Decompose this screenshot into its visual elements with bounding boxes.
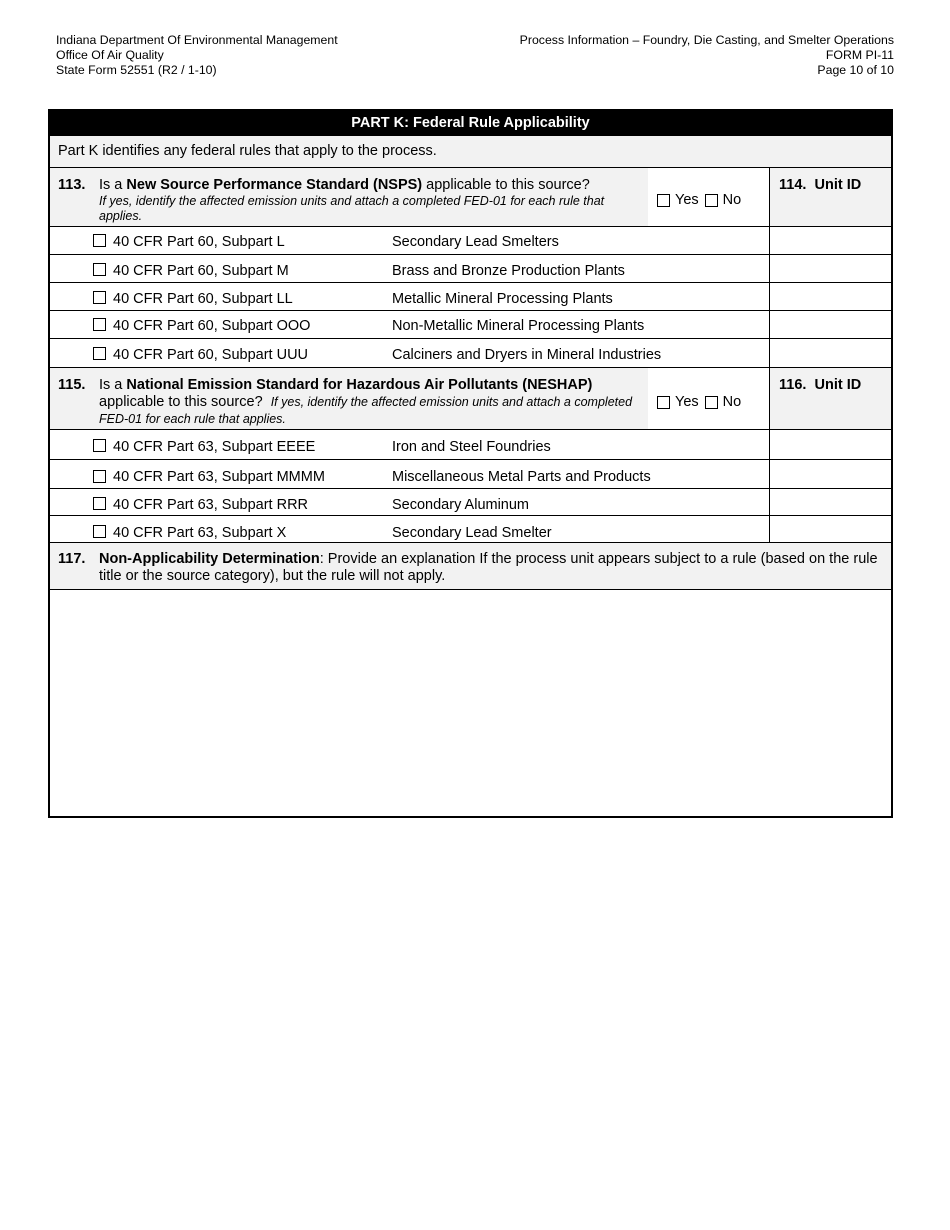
rule-row bbox=[50, 339, 891, 368]
rule-checkbox[interactable] bbox=[93, 497, 106, 510]
page-number: Page 10 of 10 bbox=[817, 63, 894, 77]
unit-id-field[interactable] bbox=[769, 339, 891, 367]
rule-row bbox=[50, 430, 891, 460]
question-instruction: If yes, identify the affected emission units and attach a completed FED-01 for each rule that applies. bbox=[99, 395, 633, 426]
rule-row bbox=[50, 489, 891, 516]
rule-checkbox[interactable] bbox=[93, 234, 106, 247]
question-text: Is a National Emission Standard for Hazardous Air Pollutants (NESHAP) applicable to this source? If yes, identify the affected emission units and attach a completed FED-01 for each rule that applies. bbox=[99, 377, 633, 426]
rule-code: 40 CFR Part 63, Subpart MMMM bbox=[113, 469, 325, 485]
rule-checkbox[interactable] bbox=[93, 439, 106, 452]
rule-description: Secondary Lead Smelters bbox=[392, 234, 559, 250]
unit-id-header: 116. Unit ID bbox=[769, 368, 891, 429]
rule-description: Calciners and Dryers in Mineral Industries bbox=[392, 347, 662, 363]
part-k-form bbox=[48, 109, 893, 818]
rule-description: Miscellaneous Metal Parts and Products bbox=[392, 469, 651, 485]
part-title: PART K: Federal Rule Applicability bbox=[50, 111, 891, 136]
rule-row bbox=[50, 516, 891, 543]
question-113 bbox=[50, 168, 891, 227]
rule-description: Secondary Aluminum bbox=[392, 497, 530, 513]
rule-code: 40 CFR Part 63, Subpart X bbox=[113, 525, 287, 541]
form-id: FORM PI-11 bbox=[825, 48, 894, 62]
rule-description: Metallic Mineral Processing Plants bbox=[392, 291, 613, 307]
rule-code: 40 CFR Part 60, Subpart M bbox=[113, 263, 289, 279]
form-header-left bbox=[56, 33, 338, 78]
rule-code: 40 CFR Part 63, Subpart RRR bbox=[113, 497, 309, 513]
yes-checkbox[interactable] bbox=[657, 396, 670, 409]
rule-row bbox=[50, 227, 891, 255]
unit-id-field[interactable] bbox=[769, 283, 891, 310]
rule-description: Non-Metallic Mineral Processing Plants bbox=[392, 318, 645, 334]
no-label: No bbox=[722, 192, 742, 208]
rule-checkbox[interactable] bbox=[93, 347, 106, 360]
question-117 bbox=[50, 543, 891, 590]
rule-checkbox[interactable] bbox=[93, 470, 106, 483]
form-title: Process Information – Foundry, Die Casting, and Smelter Operations bbox=[519, 33, 894, 47]
neshap-term: National Emission Standard for Hazardous Air Pollutants (NESHAP) bbox=[126, 377, 593, 393]
question-instruction: If yes, identify the affected emission units and attach a completed FED-01 for each rule that applies. bbox=[99, 194, 605, 223]
unit-id-field[interactable] bbox=[769, 311, 891, 338]
non-applicability-term: Non-Applicability Determination bbox=[99, 551, 320, 567]
office-name: Office Of Air Quality bbox=[56, 48, 164, 62]
question-number: 115. bbox=[58, 377, 86, 393]
question-number: 113. bbox=[58, 177, 86, 193]
unit-id-field[interactable] bbox=[769, 460, 891, 488]
agency-name: Indiana Department Of Environmental Management bbox=[56, 33, 338, 47]
no-checkbox[interactable] bbox=[705, 396, 718, 409]
state-form-number: State Form 52551 (R2 / 1-10) bbox=[56, 63, 217, 77]
question-text: Non-Applicability Determination: Provide an explanation If the process unit appears subject to a rule (based on the rule title or the source category), but the rule will not apply. bbox=[99, 551, 878, 584]
rule-code: 40 CFR Part 60, Subpart L bbox=[113, 234, 285, 250]
explanation-textarea[interactable] bbox=[50, 590, 891, 816]
form-header-right bbox=[520, 33, 894, 78]
yes-label: Yes bbox=[675, 192, 699, 208]
question-number: 117. bbox=[58, 551, 86, 567]
rule-description: Iron and Steel Foundries bbox=[392, 439, 551, 455]
rule-code: 40 CFR Part 60, Subpart OOO bbox=[113, 318, 311, 334]
rule-code: 40 CFR Part 63, Subpart EEEE bbox=[113, 439, 316, 455]
part-intro: Part K identifies any federal rules that apply to the process. bbox=[50, 136, 891, 168]
no-label: No bbox=[722, 394, 742, 410]
question-115 bbox=[50, 368, 891, 430]
rule-checkbox[interactable] bbox=[93, 318, 106, 331]
rule-code: 40 CFR Part 60, Subpart LL bbox=[113, 291, 293, 307]
rule-description: Brass and Bronze Production Plants bbox=[392, 263, 625, 279]
unit-id-field[interactable] bbox=[769, 430, 891, 459]
rule-checkbox[interactable] bbox=[93, 263, 106, 276]
nsps-term: New Source Performance Standard (NSPS) bbox=[126, 177, 423, 193]
rule-row bbox=[50, 255, 891, 283]
unit-id-field[interactable] bbox=[769, 516, 891, 542]
yes-no-group bbox=[648, 368, 770, 429]
rule-row bbox=[50, 311, 891, 339]
rule-row bbox=[50, 283, 891, 311]
unit-id-field[interactable] bbox=[769, 227, 891, 254]
rule-row bbox=[50, 460, 891, 489]
rule-code: 40 CFR Part 60, Subpart UUU bbox=[113, 347, 309, 363]
yes-checkbox[interactable] bbox=[657, 194, 670, 207]
unit-id-header: 114. Unit ID bbox=[769, 168, 891, 226]
rule-description: Secondary Lead Smelter bbox=[392, 525, 552, 541]
rule-checkbox[interactable] bbox=[93, 291, 106, 304]
unit-id-field[interactable] bbox=[769, 489, 891, 515]
yes-label: Yes bbox=[675, 394, 699, 410]
rule-checkbox[interactable] bbox=[93, 525, 106, 538]
yes-no-group bbox=[648, 168, 770, 226]
question-text: Is a New Source Performance Standard (NSPS) applicable to this source? If yes, identify the affected emission units and attach a completed FED-01 for each rule that applies. bbox=[99, 177, 644, 224]
no-checkbox[interactable] bbox=[705, 194, 718, 207]
unit-id-field[interactable] bbox=[769, 255, 891, 282]
